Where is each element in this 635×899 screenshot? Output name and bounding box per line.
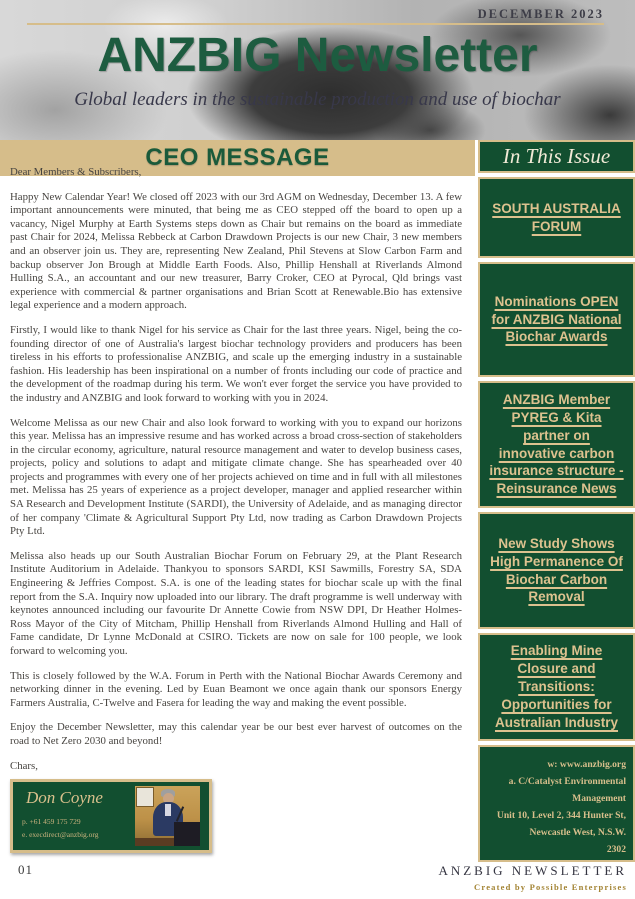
don-coyne-photo: [135, 786, 200, 846]
photo-podium-shape: [174, 822, 200, 846]
contact-address-line3: Unit 10, Level 2, 344 Hunter St,: [496, 810, 626, 821]
paragraph-6: Enjoy the December Newsletter, may this calendar year be our best ever harvest of outcomes on the road to Net Zero 2030 and beyond!: [10, 721, 462, 747]
contact-address-line5: 2302: [606, 844, 626, 855]
salutation: Dear Members & Subscribers,: [10, 166, 142, 178]
sidebar-link-nominations-open[interactable]: Nominations OPEN for ANZBIG National Biochar Awards: [478, 262, 635, 377]
footer-brand-title: ANZBIG NEWSLETTER: [438, 863, 627, 878]
ceo-message-banner-label: CEO MESSAGE: [145, 144, 330, 171]
sidebar-link-pyreg-kita-insurance[interactable]: ANZBIG Member PYREG & Kita partner on innovative carbon insurance structure - Reinsurance News: [478, 381, 635, 508]
ceo-message-body: [10, 166, 462, 853]
contact-info-box: [478, 745, 635, 862]
page-number: 01: [18, 862, 33, 877]
footer-brand: [438, 863, 627, 892]
sidebar-link-mine-closure[interactable]: Enabling Mine Closure and Transitions: Opportunities for Australian Industry: [478, 633, 635, 741]
page-title: ANZBIG Newsletter: [97, 29, 538, 82]
paragraph-5: This is closely followed by the W.A. Forum in Perth with the National Biochar Awards Ceremony and networking dinner in the evening. Led by Euan Beamont we once again thank our sponsors Energy Farmers Australia, C-Twelve and Fasera for leading the way and making the event possible.: [10, 669, 462, 709]
photo-screen-shape: [137, 788, 153, 806]
in-this-issue-heading: In This Issue: [478, 140, 635, 173]
signature-card: [10, 779, 212, 853]
paragraph-1: Happy New Calendar Year! We closed off 2023 with our 3rd AGM on Wednesday, December 13. A few important announcements were minuted, that being me as CEO stepped off the board to open up a vacancy, Nigel Murphy at Earth Systems steps down as Chair but remains on the board as immediate past Chair for 2024, Melissa Rebbeck at Carbon Drawdown Projects is our new Chair, 3 new members and an observer join us. They are, representing New Zealand, Phil Stevens at Slow Carbon Farm and backup observer Jon Brough at Middle Earth Foods. Also, Phillip Henshall at Riverlands Almond Hulling S.A., an accountant and our new treasurer, Barry Croker, CEO at Pyrocal, Qld brings vast experience with commercial & partner organisations and Brian Scott at Renewable.Bio has extensive legal experience and a modern approach.: [10, 190, 462, 312]
in-this-issue-sidebar: [478, 140, 635, 866]
photo-shirt-shape: [165, 804, 171, 816]
sidebar-link-biochar-permanence-study[interactable]: New Study Shows High Permanence Of Biochar Carbon Removal: [478, 512, 635, 629]
signoff: Chars,: [10, 759, 38, 772]
signature-phone: p. +61 459 175 729: [22, 817, 81, 827]
header-divider: [27, 23, 604, 25]
contact-address-line4: Newcastle West, N.S.W.: [529, 827, 626, 838]
paragraph-2: Firstly, I would like to thank Nigel for his service as Chair for the last three years. Nigel, being the co-founding director of one of Australia's largest biochar technology providers and producers has been tireless in his efforts to professionalise ANZBIG, and scale up the emerging industry in a sustainable fashion. His leadership has been inspirational on a number of fronts including our code of practice and the development of the roadmap during his term. We won't ever forget the service you have provided to the industry and ANZBIG and look forward to working with you in 2024.: [10, 323, 462, 404]
signature-email: e. execdirect@anzbig.org: [22, 830, 99, 840]
footer-credit: Created by Possible Enterprises: [474, 882, 627, 892]
contact-address-line1: a. C/Catalyst Environmental: [508, 776, 626, 787]
paragraph-3: Welcome Melissa as our new Chair and also look forward to working with you to expand our horizons this year. Melissa has an impressive resume and has worked across a broad cross-section of stakeholders in the circular economy, agriculture, natural resource management and water to develop business cases, projects, policy and solutions to adapt and mitigate climate change. She has spearheaded over 40 projects and programmes with every one of her projects achieved on time and in full with all milestones met. Melissa has 25 years of experience as a project developer, manager and applied researcher within SA Research and Development Institute (SARDI), the University of Adelaide, and as managing director of her company 'Climate & Agricultural Support Pty Ltd, now trading as Carbon Drawdown Projects Pty Ltd.: [10, 416, 462, 538]
tagline: Global leaders in the sustainable production and use of biochar: [74, 89, 561, 110]
paragraph-4: Melissa also heads up our South Australian Biochar Forum on February 29, at the Plant Research Institute Auditorium in Adelaide. Thankyou to sponsors SARDI, KSI Sawmills, Forestry SA, SDA Engineering & Jeffries Compost. S.A. is one of the leading states for biochar scale up with the final report from the S.A. Inquiry now uploaded into our library. The draft programme is well underway with keynotes announced including our favourite Dr Annette Cowie from NSW DPI, Dr Heather Holmes-Ross Mayor of the City of Mitcham, Phillip Henshall from Riverlands Almond Hulling and Hall of Fame candidate, Dr Lynne McDonald at CSIRO. Tickets are now on sale for 100 people, we look forward to welcoming you.: [10, 549, 462, 657]
signature-name: Don Coyne: [26, 788, 103, 808]
contact-website: w: www.anzbig.org: [547, 759, 626, 770]
sidebar-link-south-australia-forum[interactable]: SOUTH AUSTRALIA FORUM: [478, 177, 635, 258]
contact-address-line2: Management: [572, 793, 626, 804]
issue-date: DECEMBER 2023: [477, 7, 604, 21]
